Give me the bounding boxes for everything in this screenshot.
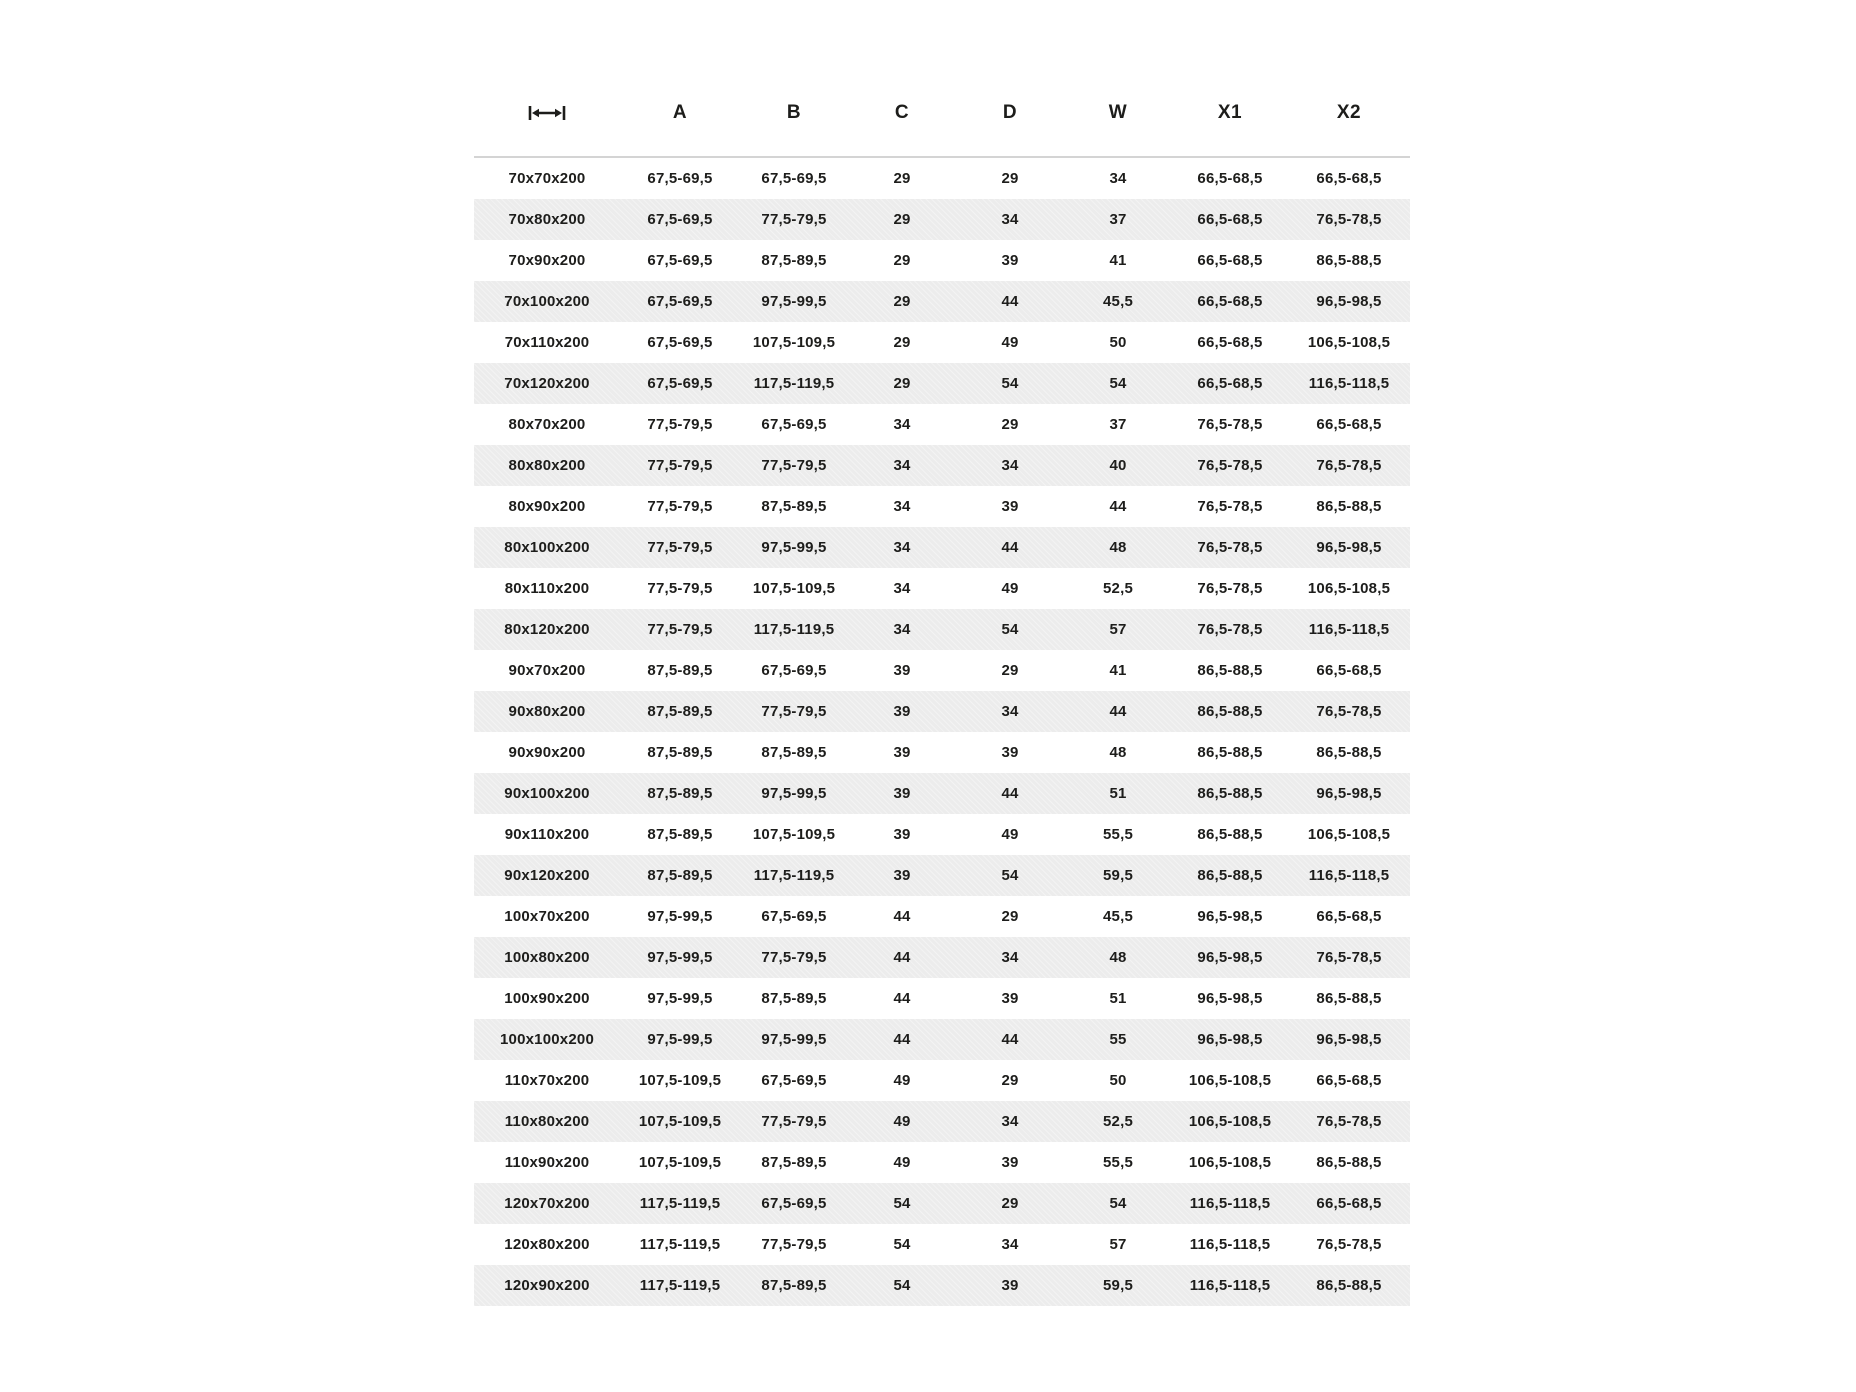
- size-cell: 90x70x200: [508, 662, 586, 679]
- size-cell: 70x80x200: [508, 211, 586, 228]
- value-cell: 66,5-68,5: [1316, 170, 1382, 187]
- size-cell: 80x110x200: [504, 580, 590, 597]
- value-cell: 96,5-98,5: [1197, 990, 1263, 1007]
- value-cell: 117,5-119,5: [639, 1236, 721, 1253]
- value-cell: 86,5-88,5: [1197, 703, 1263, 720]
- value-cell: 39: [893, 867, 911, 884]
- value-cell: 66,5-68,5: [1197, 211, 1263, 228]
- dimensions-table: [474, 70, 1410, 1306]
- column-header-w: W: [1064, 70, 1172, 157]
- size-cell: 90x90x200: [508, 744, 586, 761]
- value-cell: 55: [1109, 1031, 1127, 1048]
- size-cell: 110x70x200: [504, 1072, 590, 1089]
- size-cell: 70x70x200: [508, 170, 586, 187]
- value-cell: 67,5-69,5: [761, 662, 827, 679]
- value-cell: 76,5-78,5: [1316, 703, 1382, 720]
- size-cell: 120x90x200: [504, 1277, 590, 1294]
- table-row: [474, 937, 1410, 978]
- value-cell: 37: [1109, 416, 1127, 433]
- value-cell: 39: [893, 744, 911, 761]
- value-cell: 29: [893, 252, 911, 269]
- value-cell: 40: [1109, 457, 1127, 474]
- value-cell: 117,5-119,5: [753, 375, 835, 392]
- value-cell: 44: [893, 1031, 911, 1048]
- value-cell: 39: [1001, 252, 1019, 269]
- value-cell: 87,5-89,5: [761, 744, 827, 761]
- value-cell: 49: [1001, 580, 1019, 597]
- value-cell: 96,5-98,5: [1197, 1031, 1263, 1048]
- value-cell: 117,5-119,5: [639, 1277, 721, 1294]
- column-header-x2: X2: [1288, 70, 1410, 157]
- value-cell: 39: [893, 703, 911, 720]
- value-cell: 67,5-69,5: [761, 416, 827, 433]
- value-cell: 76,5-78,5: [1316, 949, 1382, 966]
- value-cell: 37: [1109, 211, 1127, 228]
- value-cell: 97,5-99,5: [761, 293, 827, 310]
- value-cell: 29: [1001, 662, 1019, 679]
- table-row: [474, 322, 1410, 363]
- value-cell: 76,5-78,5: [1197, 457, 1263, 474]
- value-cell: 86,5-88,5: [1197, 662, 1263, 679]
- value-cell: 34: [1001, 703, 1019, 720]
- value-cell: 86,5-88,5: [1197, 744, 1263, 761]
- size-cell: 100x100x200: [500, 1031, 594, 1048]
- value-cell: 54: [893, 1277, 911, 1294]
- value-cell: 66,5-68,5: [1316, 908, 1382, 925]
- value-cell: 44: [1001, 1031, 1019, 1048]
- value-cell: 48: [1109, 744, 1127, 761]
- value-cell: 107,5-109,5: [752, 826, 836, 843]
- horizontal-dimension-arrow-icon: [527, 104, 567, 122]
- value-cell: 67,5-69,5: [647, 170, 713, 187]
- value-cell: 44: [1109, 498, 1127, 515]
- table-row: [474, 609, 1410, 650]
- column-header-x1: X1: [1172, 70, 1288, 157]
- value-cell: 117,5-119,5: [639, 1195, 721, 1212]
- value-cell: 116,5-118,5: [1308, 621, 1390, 638]
- value-cell: 86,5-88,5: [1197, 867, 1263, 884]
- value-cell: 29: [893, 334, 911, 351]
- table-header-row: [474, 70, 1410, 157]
- table-row: [474, 1019, 1410, 1060]
- value-cell: 67,5-69,5: [647, 252, 713, 269]
- value-cell: 77,5-79,5: [647, 621, 713, 638]
- value-cell: 54: [1001, 375, 1019, 392]
- value-cell: 116,5-118,5: [1308, 375, 1390, 392]
- value-cell: 76,5-78,5: [1197, 621, 1263, 638]
- value-cell: 96,5-98,5: [1197, 949, 1263, 966]
- table-row: [474, 568, 1410, 609]
- table-row: [474, 240, 1410, 281]
- value-cell: 77,5-79,5: [761, 1113, 827, 1130]
- value-cell: 77,5-79,5: [761, 211, 827, 228]
- value-cell: 34: [893, 457, 911, 474]
- table-row: [474, 732, 1410, 773]
- value-cell: 77,5-79,5: [761, 949, 827, 966]
- value-cell: 96,5-98,5: [1316, 293, 1382, 310]
- value-cell: 57: [1109, 621, 1127, 638]
- value-cell: 86,5-88,5: [1197, 826, 1263, 843]
- value-cell: 107,5-109,5: [638, 1154, 722, 1171]
- value-cell: 76,5-78,5: [1316, 1236, 1382, 1253]
- size-cell: 90x80x200: [508, 703, 586, 720]
- value-cell: 29: [893, 293, 911, 310]
- value-cell: 39: [1001, 498, 1019, 515]
- value-cell: 76,5-78,5: [1316, 1113, 1382, 1130]
- value-cell: 116,5-118,5: [1189, 1236, 1271, 1253]
- value-cell: 34: [1001, 1236, 1019, 1253]
- size-cell: 90x100x200: [504, 785, 590, 802]
- value-cell: 39: [1001, 990, 1019, 1007]
- value-cell: 87,5-89,5: [761, 990, 827, 1007]
- value-cell: 41: [1109, 662, 1127, 679]
- column-header-d: D: [956, 70, 1064, 157]
- size-cell: 70x120x200: [504, 375, 590, 392]
- value-cell: 51: [1109, 785, 1127, 802]
- value-cell: 49: [893, 1072, 911, 1089]
- value-cell: 97,5-99,5: [647, 990, 713, 1007]
- value-cell: 76,5-78,5: [1197, 498, 1263, 515]
- table-row: [474, 1101, 1410, 1142]
- value-cell: 87,5-89,5: [647, 826, 713, 843]
- value-cell: 86,5-88,5: [1316, 252, 1382, 269]
- value-cell: 97,5-99,5: [647, 908, 713, 925]
- value-cell: 87,5-89,5: [647, 662, 713, 679]
- value-cell: 107,5-109,5: [752, 580, 836, 597]
- value-cell: 66,5-68,5: [1316, 662, 1382, 679]
- value-cell: 34: [893, 498, 911, 515]
- table-row: [474, 445, 1410, 486]
- size-cell: 90x120x200: [504, 867, 590, 884]
- value-cell: 96,5-98,5: [1197, 908, 1263, 925]
- value-cell: 87,5-89,5: [647, 785, 713, 802]
- value-cell: 49: [1001, 826, 1019, 843]
- dimensions-table-container: [474, 70, 1410, 1306]
- value-cell: 67,5-69,5: [761, 1195, 827, 1212]
- value-cell: 107,5-109,5: [752, 334, 836, 351]
- value-cell: 67,5-69,5: [761, 170, 827, 187]
- table-row: [474, 773, 1410, 814]
- value-cell: 77,5-79,5: [647, 416, 713, 433]
- size-cell: 80x120x200: [504, 621, 590, 638]
- value-cell: 66,5-68,5: [1316, 1072, 1382, 1089]
- value-cell: 34: [1001, 457, 1019, 474]
- table-row: [474, 855, 1410, 896]
- table-row: [474, 691, 1410, 732]
- value-cell: 96,5-98,5: [1316, 539, 1382, 556]
- value-cell: 39: [1001, 1277, 1019, 1294]
- table-body: [474, 157, 1410, 1306]
- size-cell: 70x100x200: [504, 293, 590, 310]
- value-cell: 77,5-79,5: [761, 457, 827, 474]
- size-cell: 80x90x200: [508, 498, 586, 515]
- value-cell: 55,5: [1103, 826, 1133, 843]
- table-row: [474, 1183, 1410, 1224]
- value-cell: 107,5-109,5: [638, 1113, 722, 1130]
- value-cell: 44: [893, 908, 911, 925]
- table-row: [474, 404, 1410, 445]
- value-cell: 66,5-68,5: [1197, 293, 1263, 310]
- size-cell: 80x100x200: [504, 539, 590, 556]
- value-cell: 66,5-68,5: [1197, 170, 1263, 187]
- table-row: [474, 896, 1410, 937]
- value-cell: 96,5-98,5: [1316, 1031, 1382, 1048]
- value-cell: 76,5-78,5: [1197, 416, 1263, 433]
- value-cell: 51: [1109, 990, 1127, 1007]
- value-cell: 107,5-109,5: [638, 1072, 722, 1089]
- size-cell: 110x80x200: [504, 1113, 590, 1130]
- value-cell: 59,5: [1103, 1277, 1133, 1294]
- value-cell: 34: [893, 621, 911, 638]
- value-cell: 39: [893, 785, 911, 802]
- value-cell: 45,5: [1103, 293, 1133, 310]
- value-cell: 97,5-99,5: [761, 539, 827, 556]
- value-cell: 87,5-89,5: [761, 1154, 827, 1171]
- value-cell: 29: [893, 170, 911, 187]
- size-cell: 90x110x200: [504, 826, 590, 843]
- value-cell: 106,5-108,5: [1188, 1113, 1272, 1130]
- value-cell: 77,5-79,5: [647, 457, 713, 474]
- value-cell: 97,5-99,5: [761, 785, 827, 802]
- value-cell: 87,5-89,5: [647, 703, 713, 720]
- value-cell: 86,5-88,5: [1316, 744, 1382, 761]
- value-cell: 76,5-78,5: [1197, 539, 1263, 556]
- size-cell: 100x90x200: [504, 990, 590, 1007]
- value-cell: 29: [893, 211, 911, 228]
- value-cell: 97,5-99,5: [761, 1031, 827, 1048]
- value-cell: 87,5-89,5: [647, 744, 713, 761]
- value-cell: 87,5-89,5: [761, 252, 827, 269]
- value-cell: 48: [1109, 949, 1127, 966]
- table-row: [474, 1265, 1410, 1306]
- value-cell: 29: [893, 375, 911, 392]
- value-cell: 44: [893, 990, 911, 1007]
- value-cell: 106,5-108,5: [1188, 1072, 1272, 1089]
- value-cell: 66,5-68,5: [1316, 416, 1382, 433]
- value-cell: 87,5-89,5: [647, 867, 713, 884]
- value-cell: 67,5-69,5: [647, 375, 713, 392]
- value-cell: 86,5-88,5: [1316, 1277, 1382, 1294]
- value-cell: 57: [1109, 1236, 1127, 1253]
- value-cell: 29: [1001, 416, 1019, 433]
- column-header-c: C: [848, 70, 956, 157]
- size-cell: 100x80x200: [504, 949, 590, 966]
- value-cell: 117,5-119,5: [753, 621, 835, 638]
- value-cell: 67,5-69,5: [761, 1072, 827, 1089]
- table-row: [474, 814, 1410, 855]
- value-cell: 50: [1109, 1072, 1127, 1089]
- value-cell: 52,5: [1103, 580, 1133, 597]
- value-cell: 77,5-79,5: [761, 703, 827, 720]
- value-cell: 97,5-99,5: [647, 949, 713, 966]
- table-row: [474, 1142, 1410, 1183]
- value-cell: 76,5-78,5: [1197, 580, 1263, 597]
- value-cell: 86,5-88,5: [1316, 498, 1382, 515]
- value-cell: 44: [1001, 293, 1019, 310]
- size-cell: 80x80x200: [508, 457, 586, 474]
- value-cell: 66,5-68,5: [1316, 1195, 1382, 1212]
- value-cell: 34: [893, 580, 911, 597]
- table-row: [474, 363, 1410, 404]
- size-cell: 70x110x200: [504, 334, 590, 351]
- value-cell: 29: [1001, 908, 1019, 925]
- size-cell: 120x70x200: [504, 1195, 590, 1212]
- value-cell: 66,5-68,5: [1197, 375, 1263, 392]
- value-cell: 67,5-69,5: [647, 211, 713, 228]
- value-cell: 117,5-119,5: [753, 867, 835, 884]
- value-cell: 49: [893, 1154, 911, 1171]
- value-cell: 44: [1001, 539, 1019, 556]
- value-cell: 34: [893, 416, 911, 433]
- column-header-b: B: [740, 70, 848, 157]
- value-cell: 116,5-118,5: [1308, 867, 1390, 884]
- value-cell: 86,5-88,5: [1316, 1154, 1382, 1171]
- value-cell: 106,5-108,5: [1307, 826, 1391, 843]
- value-cell: 97,5-99,5: [647, 1031, 713, 1048]
- value-cell: 86,5-88,5: [1197, 785, 1263, 802]
- value-cell: 116,5-118,5: [1189, 1277, 1271, 1294]
- value-cell: 44: [893, 949, 911, 966]
- value-cell: 67,5-69,5: [761, 908, 827, 925]
- value-cell: 116,5-118,5: [1189, 1195, 1271, 1212]
- value-cell: 86,5-88,5: [1316, 990, 1382, 1007]
- value-cell: 67,5-69,5: [647, 293, 713, 310]
- value-cell: 34: [1001, 949, 1019, 966]
- value-cell: 59,5: [1103, 867, 1133, 884]
- value-cell: 66,5-68,5: [1197, 334, 1263, 351]
- size-column-header: [474, 70, 620, 157]
- value-cell: 87,5-89,5: [761, 1277, 827, 1294]
- value-cell: 54: [1001, 621, 1019, 638]
- table-row: [474, 486, 1410, 527]
- value-cell: 49: [893, 1113, 911, 1130]
- value-cell: 54: [1109, 1195, 1127, 1212]
- table-row: [474, 650, 1410, 691]
- value-cell: 54: [893, 1236, 911, 1253]
- table-row: [474, 157, 1410, 199]
- value-cell: 54: [1001, 867, 1019, 884]
- table-row: [474, 199, 1410, 240]
- value-cell: 87,5-89,5: [761, 498, 827, 515]
- value-cell: 44: [1001, 785, 1019, 802]
- value-cell: 29: [1001, 1072, 1019, 1089]
- size-cell: 80x70x200: [508, 416, 586, 433]
- value-cell: 77,5-79,5: [647, 539, 713, 556]
- value-cell: 34: [1001, 1113, 1019, 1130]
- table-row: [474, 281, 1410, 322]
- value-cell: 45,5: [1103, 908, 1133, 925]
- table-row: [474, 978, 1410, 1019]
- value-cell: 29: [1001, 170, 1019, 187]
- value-cell: 77,5-79,5: [647, 580, 713, 597]
- value-cell: 39: [1001, 1154, 1019, 1171]
- size-cell: 70x90x200: [508, 252, 586, 269]
- value-cell: 76,5-78,5: [1316, 457, 1382, 474]
- column-header-a: A: [620, 70, 740, 157]
- value-cell: 67,5-69,5: [647, 334, 713, 351]
- value-cell: 77,5-79,5: [761, 1236, 827, 1253]
- value-cell: 76,5-78,5: [1316, 211, 1382, 228]
- value-cell: 48: [1109, 539, 1127, 556]
- value-cell: 50: [1109, 334, 1127, 351]
- value-cell: 66,5-68,5: [1197, 252, 1263, 269]
- value-cell: 34: [1109, 170, 1127, 187]
- value-cell: 106,5-108,5: [1188, 1154, 1272, 1171]
- value-cell: 39: [893, 662, 911, 679]
- value-cell: 54: [893, 1195, 911, 1212]
- value-cell: 49: [1001, 334, 1019, 351]
- value-cell: 96,5-98,5: [1316, 785, 1382, 802]
- value-cell: 34: [1001, 211, 1019, 228]
- value-cell: 106,5-108,5: [1307, 334, 1391, 351]
- value-cell: 34: [893, 539, 911, 556]
- value-cell: 106,5-108,5: [1307, 580, 1391, 597]
- value-cell: 77,5-79,5: [647, 498, 713, 515]
- value-cell: 39: [1001, 744, 1019, 761]
- value-cell: 52,5: [1103, 1113, 1133, 1130]
- value-cell: 55,5: [1103, 1154, 1133, 1171]
- size-cell: 100x70x200: [504, 908, 590, 925]
- value-cell: 39: [893, 826, 911, 843]
- table-row: [474, 1224, 1410, 1265]
- value-cell: 44: [1109, 703, 1127, 720]
- value-cell: 54: [1109, 375, 1127, 392]
- value-cell: 41: [1109, 252, 1127, 269]
- size-cell: 120x80x200: [504, 1236, 590, 1253]
- size-cell: 110x90x200: [504, 1154, 590, 1171]
- table-row: [474, 1060, 1410, 1101]
- value-cell: 29: [1001, 1195, 1019, 1212]
- table-row: [474, 527, 1410, 568]
